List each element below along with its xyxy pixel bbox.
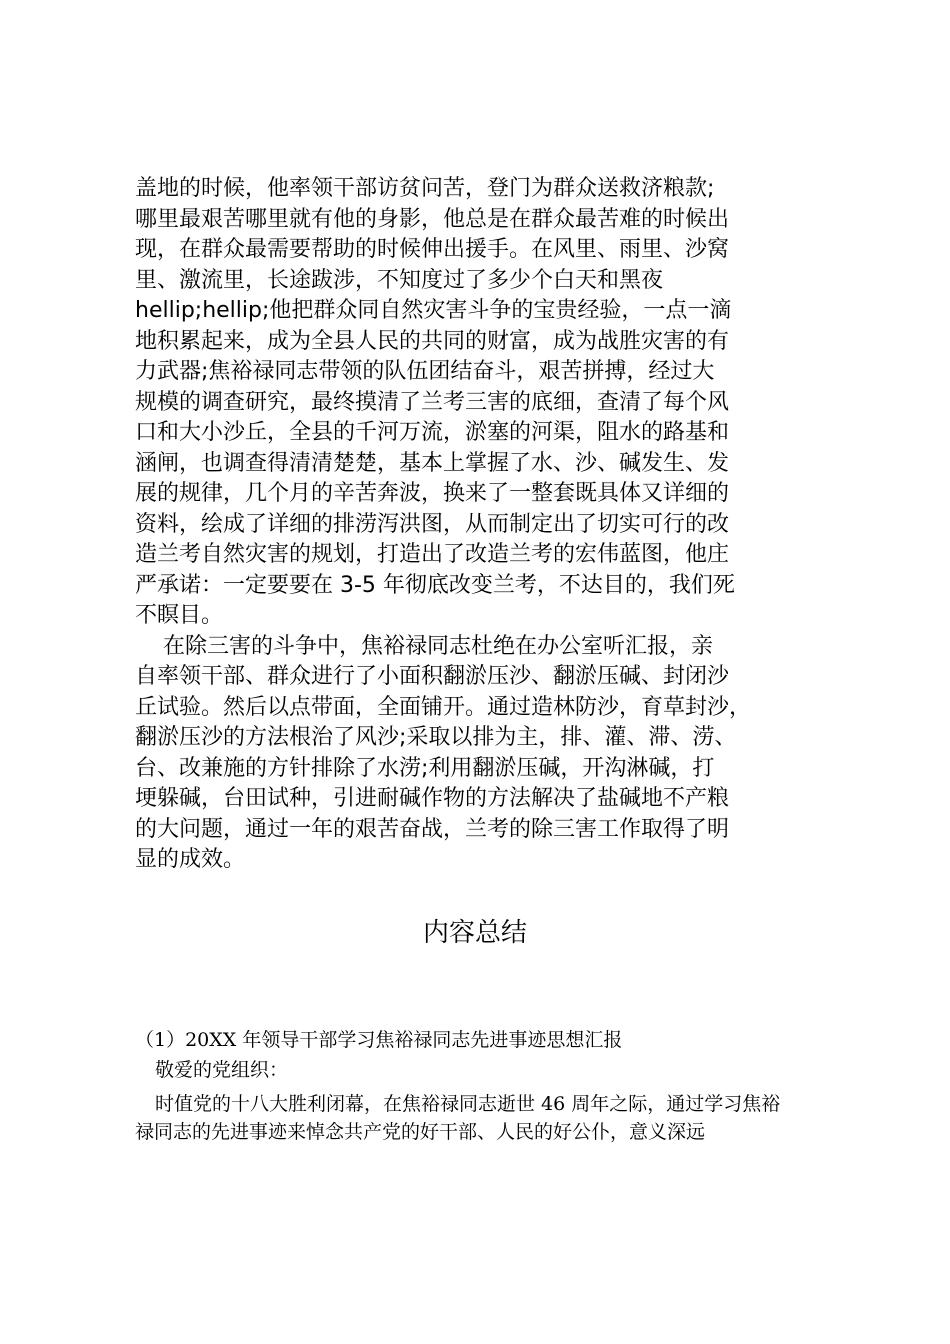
body-line: hellip;hellip;他把群众同自然灾害斗争的宝贵经验，一点一滴 [135, 298, 732, 323]
body-line: 台、改兼施的方针排除了水涝;利用翻淤压碱，开沟淋碱，打 [135, 755, 715, 781]
body-line: 造兰考自然灾害的规划，打造出了改造兰考的宏伟蓝图，他庄 [135, 542, 730, 567]
body-line: 哪里最艰苦哪里就有他的身影，他总是在群众最苦难的时候出 [135, 206, 730, 232]
summary-paragraph-line: 时值党的十八大胜利闭幕，在焦裕禄同志逝世 46 周年之际，通过学习焦裕 [155, 1093, 781, 1115]
body-text [135, 174, 835, 876]
body-line: 盖地的时候，他率领干部访贫问苦，登门为群众送救济粮款; [135, 176, 715, 201]
body-line: 口和大小沙丘，全县的千河万流，淤塞的河渠，阻水的路基和 [135, 420, 730, 445]
body-line: 展的规律，几个月的辛苦奔波，换来了一整套既具体又详细的 [135, 481, 730, 506]
body-line: 涵闸，也调查得清清楚楚，基本上掌握了水、沙、碱发生、发 [135, 450, 730, 476]
summary-heading: 内容总结 [422, 918, 527, 948]
body-line: 地积累起来，成为全县人民的共同的财富，成为战胜灾害的有 [135, 328, 730, 354]
body-line: 的大问题，通过一年的艰苦奋战，兰考的除三害工作取得了明 [135, 816, 730, 842]
body-line: 规模的调查研究，最终摸清了兰考三害的底细，查清了每个风 [135, 389, 730, 415]
summary-paragraph-line: 禄同志的先进事迹来悼念共产党的好干部、人民的好公仆，意义深远 [135, 1121, 706, 1143]
summary-item-title: （1）20XX 年领导干部学习焦裕禄同志先进事迹思想汇报 [135, 1029, 623, 1051]
body-line: 在除三害的斗争中，焦裕禄同志杜绝在办公室听汇报，亲 [135, 633, 713, 659]
body-line: 显的成效。 [135, 847, 246, 872]
body-line: 资料，绘成了详细的排涝泻洪图，从而制定出了切实可行的改 [135, 511, 730, 537]
body-line: 力武器;焦裕禄同志带领的队伍团结奋斗，艰苦拼搏，经过大 [135, 359, 715, 384]
body-line: 丘试验。然后以点带面，全面铺开。通过造林防沙，育草封沙， [135, 694, 752, 720]
body-line: 现，在群众最需要帮助的时候伸出援手。在风里、雨里、沙窝 [135, 237, 730, 262]
body-line: 自率领干部、群众进行了小面积翻淤压沙、翻淤压碱、封闭沙 [135, 664, 730, 689]
body-line: 不瞑目。 [135, 603, 224, 628]
body-line: 里、激流里，长途跋涉，不知度过了多少个白天和黑夜 [135, 267, 664, 293]
body-line: 严承诺：一定要要在 3-5 年彻底改变兰考，不达目的，我们死 [135, 572, 735, 598]
body-line: 翻淤压沙的方法根治了风沙;采取以排为主，排、灌、滞、涝、 [135, 725, 737, 750]
salutation: 敬爱的党组织： [155, 1059, 289, 1081]
body-line: 埂躲碱，台田试种，引进耐碱作物的方法解决了盐碱地不产粮 [135, 786, 730, 811]
summary-section [135, 1026, 855, 1146]
